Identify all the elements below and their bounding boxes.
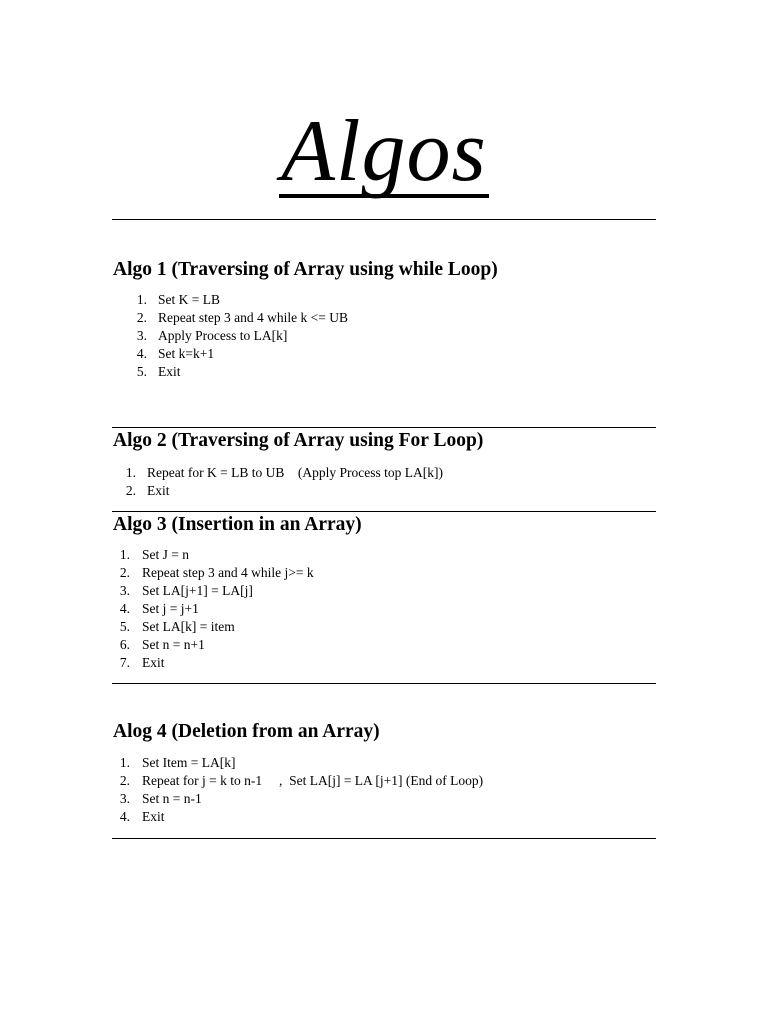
step-number: 3.	[136, 328, 147, 343]
list-item	[112, 464, 443, 482]
divider	[112, 511, 656, 512]
step-text: Set k=k+1	[158, 346, 215, 361]
section-heading-algo-1: Algo 1 (Traversing of Array using while Loop)	[113, 259, 498, 280]
step-number: 6.	[119, 637, 130, 652]
step-text: Exit	[142, 809, 165, 824]
step-number: 2.	[119, 773, 130, 788]
steps-list-algo-3	[112, 546, 314, 672]
step-text: Repeat for K = LB to UB (Apply Process top LA[k])	[147, 465, 443, 480]
step-text: Set J = n	[142, 547, 189, 562]
step-number: 4.	[119, 601, 130, 616]
step-number: 5.	[119, 619, 130, 634]
step-number: 7.	[119, 655, 130, 670]
step-text: Set K = LB	[158, 292, 220, 307]
step-number: 4.	[136, 346, 147, 361]
step-text: Repeat step 3 and 4 while j>= k	[142, 565, 314, 580]
step-text: Exit	[147, 483, 170, 498]
step-text: Exit	[142, 655, 165, 670]
step-number: 1.	[119, 755, 130, 770]
list-item	[112, 546, 189, 564]
list-item	[112, 345, 215, 363]
step-number: 5.	[136, 364, 147, 379]
divider	[112, 427, 656, 428]
divider	[112, 838, 656, 839]
step-text: Set LA[k] = item	[142, 619, 235, 634]
list-item	[112, 618, 235, 636]
step-number: 3.	[119, 583, 130, 598]
steps-list-algo-1	[112, 291, 348, 381]
step-number: 2.	[119, 565, 130, 580]
section-heading-algo-3: Algo 3 (Insertion in an Array)	[113, 514, 362, 535]
page-title	[0, 102, 768, 202]
list-item	[112, 636, 205, 654]
list-item	[112, 309, 348, 327]
section-heading-algo-2: Algo 2 (Traversing of Array using For Loop)	[113, 430, 484, 451]
step-number: 2.	[125, 483, 136, 498]
step-number: 1.	[136, 292, 147, 307]
section-heading-algo-4: Alog 4 (Deletion from an Array)	[113, 721, 380, 742]
list-item	[112, 482, 170, 500]
list-item	[112, 790, 202, 808]
divider	[112, 683, 656, 684]
step-text: Apply Process to LA[k]	[158, 328, 288, 343]
list-item	[112, 654, 165, 672]
list-item	[112, 327, 288, 345]
step-number: 1.	[119, 547, 130, 562]
list-item	[112, 808, 165, 826]
list-item	[112, 600, 199, 618]
step-number: 1.	[125, 465, 136, 480]
step-text: Set Item = LA[k]	[142, 755, 236, 770]
divider	[112, 219, 656, 220]
list-item	[112, 582, 253, 600]
step-text: Set n = n+1	[142, 637, 205, 652]
list-item	[112, 564, 314, 582]
step-text: Set n = n-1	[142, 791, 202, 806]
step-number: 2.	[136, 310, 147, 325]
steps-list-algo-2	[112, 464, 443, 500]
page-title-text: Algos	[281, 103, 487, 200]
list-item	[112, 363, 181, 381]
list-item	[112, 754, 236, 772]
step-text: Set LA[j+1] = LA[j]	[142, 583, 253, 598]
list-item	[112, 772, 484, 790]
step-text: Repeat step 3 and 4 while k <= UB	[158, 310, 348, 325]
list-item	[112, 291, 220, 309]
step-number: 4.	[119, 809, 130, 824]
step-number: 3.	[119, 791, 130, 806]
steps-list-algo-4	[112, 754, 484, 826]
step-text: Set j = j+1	[142, 601, 199, 616]
step-text: Exit	[158, 364, 181, 379]
step-text: Repeat for j = k to n-1 , Set LA[j] = LA [j+1] (End of Loop)	[142, 773, 484, 788]
